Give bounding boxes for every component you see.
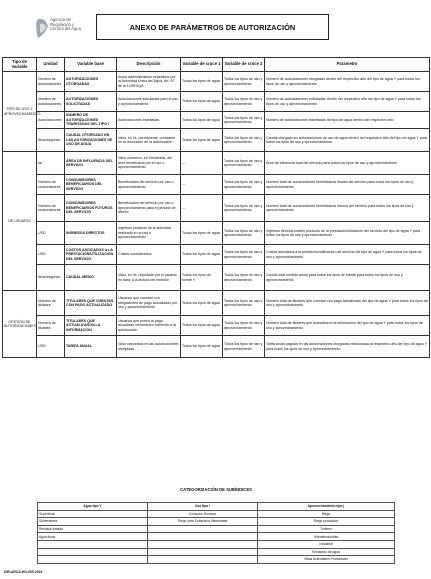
cell-variable-cruce-1: Todos los tipos de agua (181, 245, 223, 265)
cell-parametro: Caudal otorgado en autorizaciones de uso de agua dentro del respectivo año del tipo de agua Y para todos los tipos de uso y aprovechamiento (265, 129, 430, 152)
cell-unidad: Autorizaciones (37, 112, 65, 129)
cell-parametro: Número total de titulares que cuentan con pago actualizado del tipo de agua Y para todos los tipos de uso y aprovechamiento (265, 291, 430, 316)
cell-variable-cruce-2: Todos los tipos de uso y aprovechamiento (223, 175, 265, 195)
cell-variable-cruce-2: Todos los tipos de uso y aprovechamiento (223, 72, 265, 92)
cell-descripcion: Usuarios que previo al pago actualizan información referente a la autorización (117, 316, 181, 336)
table-row (3, 92, 430, 112)
categorization-cell (148, 533, 258, 541)
categorization-row (38, 548, 395, 556)
categorization-cell: Residual tratada (38, 525, 148, 533)
cell-variable-cruce-1: --- (181, 152, 223, 175)
categorization-row (38, 533, 395, 541)
table-row (3, 265, 430, 291)
table-row (3, 245, 430, 265)
cell-variable-base: NUMERO DE AUTORIZACIONES TRAMITADAS DEL TIPO I (65, 112, 117, 129)
categorization-cell: Envasado de Agua (258, 548, 395, 556)
cell-parametro: Costos asociados a la prestación/utilización del servicio del tipo de agua Y para todos los tipos de uso y aprovechamiento (265, 245, 430, 265)
cell-parametro: Número de autorizaciones tramitadas del tipo de agua dentro del respectivo año (265, 112, 430, 129)
categorization-cell: Agua lluvia (38, 533, 148, 541)
cell-descripcion: Ingresos producto de la actividad realizada en el uso o aprovechamiento (117, 222, 181, 245)
cell-tipo-variable: DE USUARIO (3, 152, 37, 291)
header-variable-base: Variable base (65, 58, 117, 72)
categorization-cell: Superficial (38, 510, 148, 518)
cell-variable-cruce-1: --- (181, 195, 223, 222)
cell-variable-cruce-1: Todos los tipos de agua (181, 336, 223, 358)
header-aprovechamiento-tipo: Aprovechamiento tipo j (258, 503, 395, 511)
cell-variable-cruce-2: Todos los tipos de uso y aprovechamiento (223, 112, 265, 129)
cell-variable-base: CAUDAL OTORGADO EN LAS AUTORIZACIONES DE USO DE AGUA (65, 129, 117, 152)
cell-unidad: litros/segundo (37, 265, 65, 291)
categorization-cell (38, 556, 148, 564)
categorization-cell: Subterránea (38, 518, 148, 526)
cell-descripcion: Valor, en l/s, reportado por el usuario en base a la lectura del medidor (117, 265, 181, 291)
cell-descripcion: Actos administrativos expedidos por la Autoridad Única del Agua, Art. 87 de la LORHUyA (117, 72, 181, 92)
cell-variable-cruce-2: Todos los tipos de uso y aprovechamiento (223, 152, 265, 175)
cell-parametro: Ingresos directos totales producto de la prestación/utilización del servicio del tipo de agua Y para todos los tipos de uso y aprovechamiento (265, 222, 430, 245)
table-row (3, 195, 430, 222)
cell-descripcion: Autorizaciones tramitadas (117, 112, 181, 129)
cell-variable-base: AUTORIZACIONES OTORGADAS (65, 72, 117, 92)
table-row (3, 112, 430, 129)
categorization-cell (38, 548, 148, 556)
cell-unidad: USD (37, 245, 65, 265)
categorization-cell (148, 556, 258, 564)
cell-tipo-variable: TIPO DE USO Y APROVECHAMIENTO (3, 72, 37, 152)
categorization-cell: Consumo Humano (148, 510, 258, 518)
table-body (3, 72, 430, 358)
categorization-cell: Riego productivo (258, 518, 395, 526)
cell-variable-base: ÁREA DE INFLUENCIA DEL SERVICIO (65, 152, 117, 175)
cell-variable-cruce-2: Todos los tipos de uso y aprovechamiento (223, 316, 265, 336)
cell-parametro: Número de autorizaciones otorgadas dentro del respectivo año del tipo de agua Y para todos los tipos de uso y aprovechamiento (265, 72, 430, 92)
cell-unidad: Número de titulares (37, 291, 65, 316)
categorization-body (38, 510, 395, 563)
cell-variable-base: TITULARES QUE ACTUALIZARON LA INFORMACIÓN (65, 316, 117, 336)
cell-parametro: Número total de consumidores beneficiarios finales del servicio para todos los tipos de uso y aprovechamiento (265, 175, 430, 195)
cell-parametro: Número total de consumidores beneficiarios futuros del servicio para todos los tipos de uso y aprovechamiento (265, 195, 430, 222)
categorization-cell: Industrial (258, 540, 395, 548)
cell-parametro: Caudal total medido anual para todos los tipos de fuente para todos los tipos de uso y aprovechamiento (265, 265, 430, 291)
categorization-cell (148, 540, 258, 548)
header-variable-cruce-1: Variable de cruce 1 (181, 58, 223, 72)
cell-parametro: Tarifa anual pagada en las autorizaciones otorgadas relacionada al respectivo año del tipo de agua Y para todos los tipos de uso y aprovechamiento (265, 336, 430, 358)
cell-variable-cruce-2: Todos los tipos de uso y aprovechamiento (223, 195, 265, 222)
cell-unidad: litros/segundo (37, 129, 65, 152)
header-parametro: Parámetro (265, 58, 430, 72)
cell-unidad: ha (37, 152, 65, 175)
cell-descripcion: Beneficiarios del servicio por uso o aprovechamiento (117, 175, 181, 195)
cell-variable-cruce-2: Todos los tipos de uso y aprovechamiento (223, 336, 265, 358)
cell-variable-cruce-2: Todos los tipos de uso y aprovechamiento (223, 265, 265, 291)
cell-variable-cruce-2: Todos los tipos de uso y aprovechamiento (223, 129, 265, 152)
cell-parametro: Número de autorizaciones solicitadas dentro del respectivo año del tipo de agua Y para todos los tipos de uso y aprovechamiento (265, 92, 430, 112)
cell-descripcion: Usuarios que cuentan con obligaciones de pago actualizado por uso y aprovechamiento (117, 291, 181, 316)
cell-descripcion: Costos considerados (117, 245, 181, 265)
cell-variable-base: CONSUMIDORES BENEFICIARIOS FUTUROS DEL SERVICIO (65, 195, 117, 222)
cell-variable-cruce-1: Todos los tipos de fuente Y (181, 265, 223, 291)
cell-variable-cruce-2: Todos los tipos de uso y aprovechamiento (223, 92, 265, 112)
categorization-cell (148, 525, 258, 533)
categorization-cell: Riego para Soberanía Alimentaria (148, 518, 258, 526)
cell-descripcion: Valor, en l/s, permanente, constante en la resolución de la autorización (117, 129, 181, 152)
table-row (3, 72, 430, 92)
categorization-cell: Otras Actividades Productivas (258, 556, 395, 564)
categorization-cell: Hidroelectricidad (258, 533, 395, 541)
header-tipo-variable: Tipo de Variable (3, 58, 37, 72)
cell-variable-cruce-1: Todos los tipos de agua (181, 222, 223, 245)
categorization-cell: Riego (258, 510, 395, 518)
cell-variable-cruce-1: Todos los tipos de agua (181, 72, 223, 92)
categorization-row (38, 556, 395, 564)
document-code: DIR-ARCA-HG-005-2016 (4, 570, 43, 574)
table-row (3, 291, 430, 316)
cell-variable-cruce-2: Todos los tipos de uso y aprovechamiento (223, 222, 265, 245)
cell-unidad: USD (37, 336, 65, 358)
table-row (3, 152, 430, 175)
header-uso-tipo: Uso tipo i (148, 503, 258, 511)
categorization-row (38, 518, 395, 526)
cell-variable-base: TARIFA ANUAL (65, 336, 117, 358)
categorization-row (38, 510, 395, 518)
categorization-header-row (38, 503, 395, 511)
categorization-cell (38, 540, 148, 548)
table-row (3, 316, 430, 336)
cell-unidad: Número de titulares (37, 316, 65, 336)
cell-descripcion: Valor cancelado en las autorizaciones otorgadas (117, 336, 181, 358)
cell-descripcion: Beneficiarios del servicio por uso o aprovechamiento para el periodo de diseño (117, 195, 181, 222)
cell-variable-base: TITULARES QUE CUENTAN CON PAGO ACTUALIZADO (65, 291, 117, 316)
header-variable-cruce-2: Variable de cruce 2 (223, 58, 265, 72)
categorization-cell (148, 548, 258, 556)
cell-variable-cruce-1: Todos los tipos de agua (181, 316, 223, 336)
table-row (3, 336, 430, 358)
cell-descripcion: Valor numérico, en Hectáreas, del área beneficiaria por el uso o aprovechamiento (117, 152, 181, 175)
cell-unidad: Número de autorizaciones (37, 72, 65, 92)
cell-variable-base: CONSUMIDORES BENEFICIARIOS DEL SERVICIO (65, 175, 117, 195)
document-title: ANEXO DE PARÁMETROS DE AUTORIZACIÓN (96, 14, 329, 40)
cell-unidad: Número de consumidores (37, 195, 65, 222)
cell-unidad: Número de autorizaciones (37, 92, 65, 112)
categorization-cell: Turismo (258, 525, 395, 533)
cell-variable-cruce-1: Todos los tipos de agua (181, 92, 223, 112)
cell-variable-base: CAUDAL MEDIO (65, 265, 117, 291)
cell-unidad: Número de consumidores (37, 175, 65, 195)
cell-tipo-variable: GESTIÓN DE AUTORIZACIONES (3, 291, 37, 358)
categorization-table (37, 502, 395, 564)
cell-variable-base: AUTORIZACIONES SOLICITADAS (65, 92, 117, 112)
agency-logo-text: Agencia de Regulación y Control del Agua (50, 17, 81, 32)
header-descripcion: Descripción (117, 58, 181, 72)
cell-variable-cruce-1: Todos los tipos de agua (181, 129, 223, 152)
categorization-title: CATEGORIZACIÓN DE SUBÍNDICES (180, 487, 252, 492)
table-row (3, 222, 430, 245)
header-agua-tipo: Agua tipo Y (38, 503, 148, 511)
table-row (3, 129, 430, 152)
categorization-row (38, 540, 395, 548)
table-row (3, 175, 430, 195)
cell-parametro: Área de influencia total del servicio para todos los tipos de uso y aprovechamiento (265, 152, 430, 175)
cell-variable-base: COSTOS ASOCIADOS A LA PRESTACIÓN/UTILIZACIÓN DEL SERVICIO (65, 245, 117, 265)
cell-variable-cruce-1: Todos los tipos de agua (181, 291, 223, 316)
cell-unidad: USD (37, 222, 65, 245)
cell-variable-cruce-2: Todos los tipos de uso y aprovechamiento (223, 245, 265, 265)
table-header-row (3, 58, 430, 72)
cell-descripcion: Autorizaciones solicitadas para el uso y aprovechamiento (117, 92, 181, 112)
cell-variable-cruce-1: --- (181, 175, 223, 195)
parameters-table (2, 57, 430, 358)
categorization-row (38, 525, 395, 533)
cell-variable-cruce-2: Todos los tipos de uso y aprovechamiento (223, 291, 265, 316)
cell-variable-base: INGRESOS DIRECTOS (65, 222, 117, 245)
cell-variable-cruce-1: Todos los tipos de agua (181, 112, 223, 129)
cell-parametro: Número total de titulares que actualizaron la información del tipo de agua Y para todos los tipos de uso y aprovechamiento (265, 316, 430, 336)
header-unidad: Unidad (37, 58, 65, 72)
